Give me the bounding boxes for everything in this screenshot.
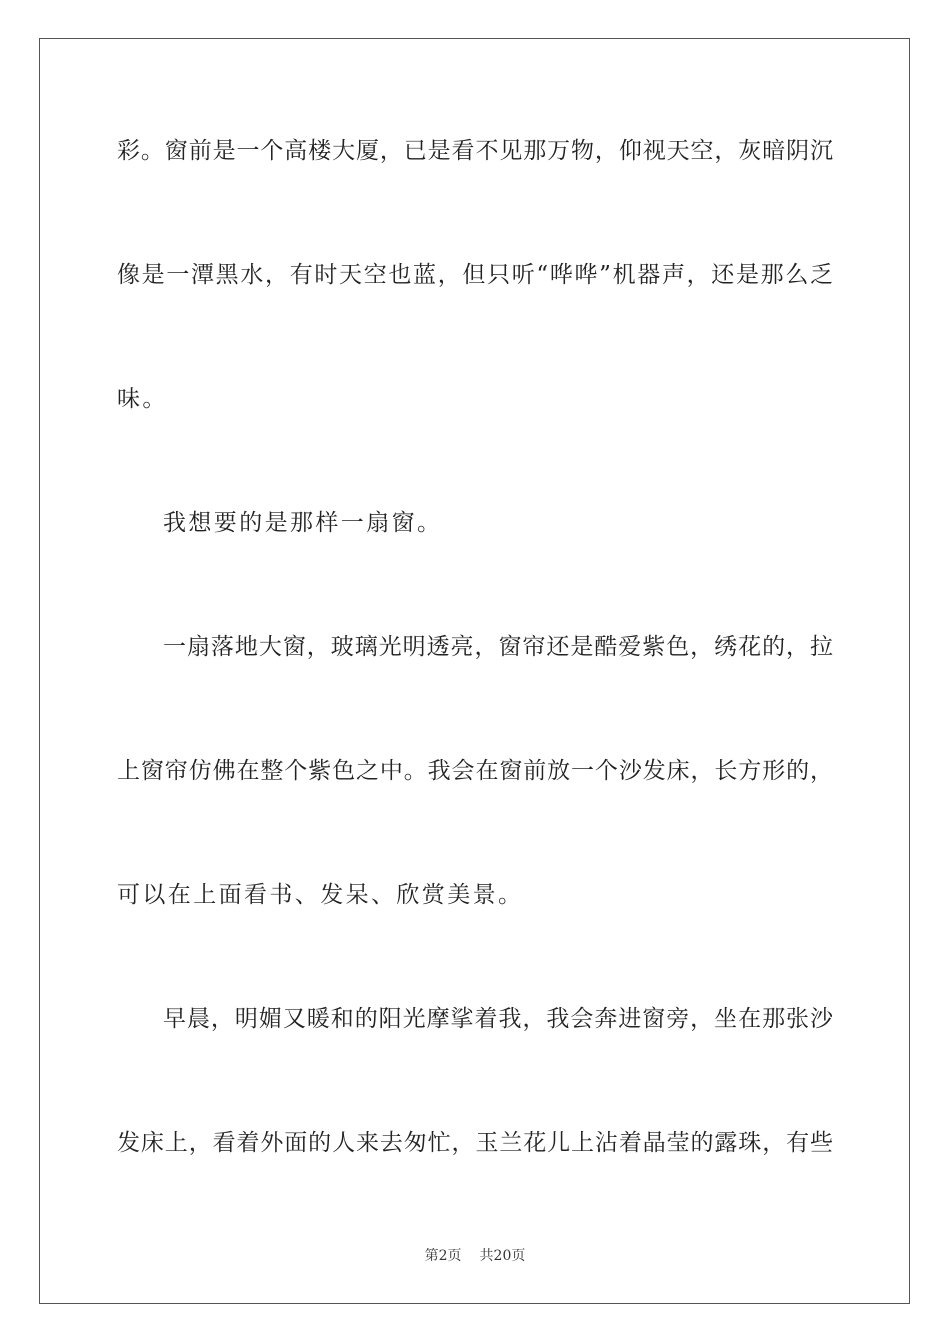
text-line-1: 彩。窗前是一个高楼大厦，已是看不见那万物，仰视天空，灰暗阴沉 — [117, 138, 833, 164]
page-border — [39, 38, 910, 1304]
text-line-9: 发床上，看着外面的人来去匆忙，玉兰花儿上沾着晶莹的露珠，有些 — [117, 1130, 833, 1156]
text-line-5: 一扇落地大窗，玻璃光明透亮，窗帘还是酷爱紫色，绣花的，拉 — [163, 634, 833, 660]
text-line-4: 我想要的是那样一扇窗。 — [163, 510, 443, 536]
text-line-2: 像是一潭黑水，有时天空也蓝，但只听“哗哗”机器声，还是那么乏 — [117, 262, 833, 288]
text-line-6: 上窗帘仿佛在整个紫色之中。我会在窗前放一个沙发床，长方形的， — [117, 758, 833, 784]
page-number: 第2页 — [424, 1248, 462, 1264]
text-line-3: 味。 — [117, 386, 168, 412]
text-line-7: 可以在上面看书、发呆、欣赏美景。 — [117, 882, 524, 908]
text-line-8: 早晨，明媚又暖和的阳光摩挲着我，我会奔进窗旁，坐在那张沙 — [163, 1006, 833, 1032]
page-footer — [0, 1246, 950, 1266]
total-pages: 共20页 — [479, 1248, 526, 1264]
